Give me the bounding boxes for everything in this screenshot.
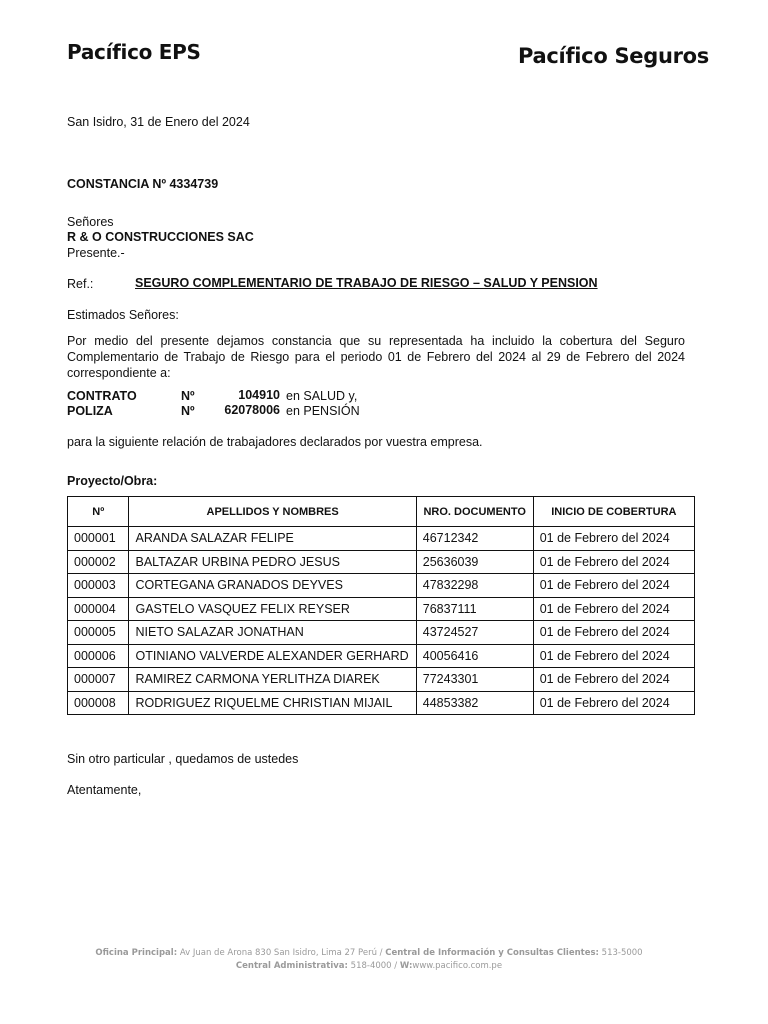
cell-names: RODRIGUEZ RIQUELME CHRISTIAN MIJAIL (129, 691, 416, 715)
cell-document: 44853382 (416, 691, 533, 715)
cell-names: NIETO SALAZAR JONATHAN (129, 621, 416, 645)
relation-text: para la siguiente relación de trabajadores declarados por vuestra empresa. (67, 435, 483, 449)
cell-number: 000001 (68, 527, 129, 551)
contract-suffix: en SALUD y, (286, 389, 358, 403)
signoff-text: Atentamente, (67, 783, 142, 797)
cell-names: OTINIANO VALVERDE ALEXANDER GERHARD (129, 644, 416, 668)
cell-coverage-start: 01 de Febrero del 2024 (533, 597, 694, 621)
cell-number: 000007 (68, 668, 129, 692)
recipient-salutation: Señores (67, 215, 114, 229)
project-label: Proyecto/Obra: (67, 474, 158, 488)
contract-n-label: Nº (181, 389, 195, 403)
col-header-number: Nº (68, 497, 129, 527)
footer-web-url: www.pacifico.com.pe (412, 961, 503, 971)
table-row (68, 621, 695, 645)
table-row (68, 527, 695, 551)
cell-coverage-start: 01 de Febrero del 2024 (533, 621, 694, 645)
table-row (68, 597, 695, 621)
footer-line-1 (0, 947, 738, 959)
footer-web-label: W: (399, 961, 413, 971)
body-line: correspondiente a: (67, 366, 171, 380)
cell-names: GASTELO VASQUEZ FELIX REYSER (129, 597, 416, 621)
ref-label: Ref.: (67, 277, 94, 291)
cell-coverage-start: 01 de Febrero del 2024 (533, 574, 694, 598)
col-header-names: APELLIDOS Y NOMBRES (129, 497, 416, 527)
cell-coverage-start: 01 de Febrero del 2024 (533, 691, 694, 715)
table-row (68, 644, 695, 668)
contract-number: 104910 (238, 388, 280, 402)
footer-admin-label: Central Administrativa: (235, 961, 348, 971)
footer-office-label: Oficina Principal: (95, 948, 178, 958)
cell-document: 40056416 (416, 644, 533, 668)
policy-n-label: Nº (181, 404, 195, 418)
cell-number: 000002 (68, 550, 129, 574)
table-row (68, 691, 695, 715)
body-line: Por medio del presente dejamos constancia que su representada ha incluido la cobertura del Seguro (67, 334, 685, 348)
workers-table (67, 496, 695, 715)
cell-document: 47832298 (416, 574, 533, 598)
cell-number: 000005 (68, 621, 129, 645)
cell-names: CORTEGANA GRANADOS DEYVES (129, 574, 416, 598)
cell-document: 46712342 (416, 527, 533, 551)
closing-text: Sin otro particular , quedamos de ustedes (67, 752, 299, 766)
ref-subject: SEGURO COMPLEMENTARIO DE TRABAJO DE RIESGO – SALUD Y PENSION (135, 276, 598, 290)
cell-document: 76837111 (416, 597, 533, 621)
cell-names: ARANDA SALAZAR FELIPE (129, 527, 416, 551)
table-header-row (68, 497, 695, 527)
body-paragraph (67, 333, 685, 381)
footer-line-2 (0, 960, 738, 972)
cell-names: RAMIREZ CARMONA YERLITHZA DIAREK (129, 668, 416, 692)
cell-number: 000008 (68, 691, 129, 715)
cell-document: 25636039 (416, 550, 533, 574)
brand-pacifico-seguros: Pacífico Seguros (518, 44, 709, 68)
greeting: Estimados Señores: (67, 308, 179, 322)
contract-label: CONTRATO (67, 389, 137, 403)
col-header-document: NRO. DOCUMENTO (416, 497, 533, 527)
table-row (68, 574, 695, 598)
table-row (68, 550, 695, 574)
footer-info-center-label: Central de Información y Consultas Clientes: (385, 948, 599, 958)
cell-number: 000004 (68, 597, 129, 621)
footer-admin-phone: 518-4000 / (350, 961, 398, 971)
body-line: Complementario de Trabajo de Riesgo para el periodo 01 de Febrero del 2024 al 29 de Febrero del 2024 (67, 350, 685, 364)
policy-label: POLIZA (67, 404, 113, 418)
col-header-coverage-start: INICIO DE COBERTURA (533, 497, 694, 527)
cell-coverage-start: 01 de Febrero del 2024 (533, 550, 694, 574)
cell-document: 77243301 (416, 668, 533, 692)
cell-coverage-start: 01 de Febrero del 2024 (533, 668, 694, 692)
cell-coverage-start: 01 de Febrero del 2024 (533, 644, 694, 668)
policy-number: 62078006 (224, 403, 280, 417)
constancia-number: CONSTANCIA Nº 4334739 (67, 177, 219, 191)
cell-names: BALTAZAR URBINA PEDRO JESUS (129, 550, 416, 574)
recipient-presente: Presente.- (67, 246, 125, 260)
footer-info-center-phone: 513-5000 (601, 948, 643, 958)
cell-document: 43724527 (416, 621, 533, 645)
table-row (68, 668, 695, 692)
date-line: San Isidro, 31 de Enero del 2024 (67, 115, 250, 129)
brand-pacifico-eps: Pacífico EPS (67, 40, 201, 64)
cell-coverage-start: 01 de Febrero del 2024 (533, 527, 694, 551)
cell-number: 000006 (68, 644, 129, 668)
cell-number: 000003 (68, 574, 129, 598)
recipient-company: R & O CONSTRUCCIONES SAC (67, 230, 254, 244)
footer-office-address: Av Juan de Arona 830 San Isidro, Lima 27 Perú / (179, 948, 383, 958)
policy-suffix: en PENSIÓN (286, 404, 360, 418)
